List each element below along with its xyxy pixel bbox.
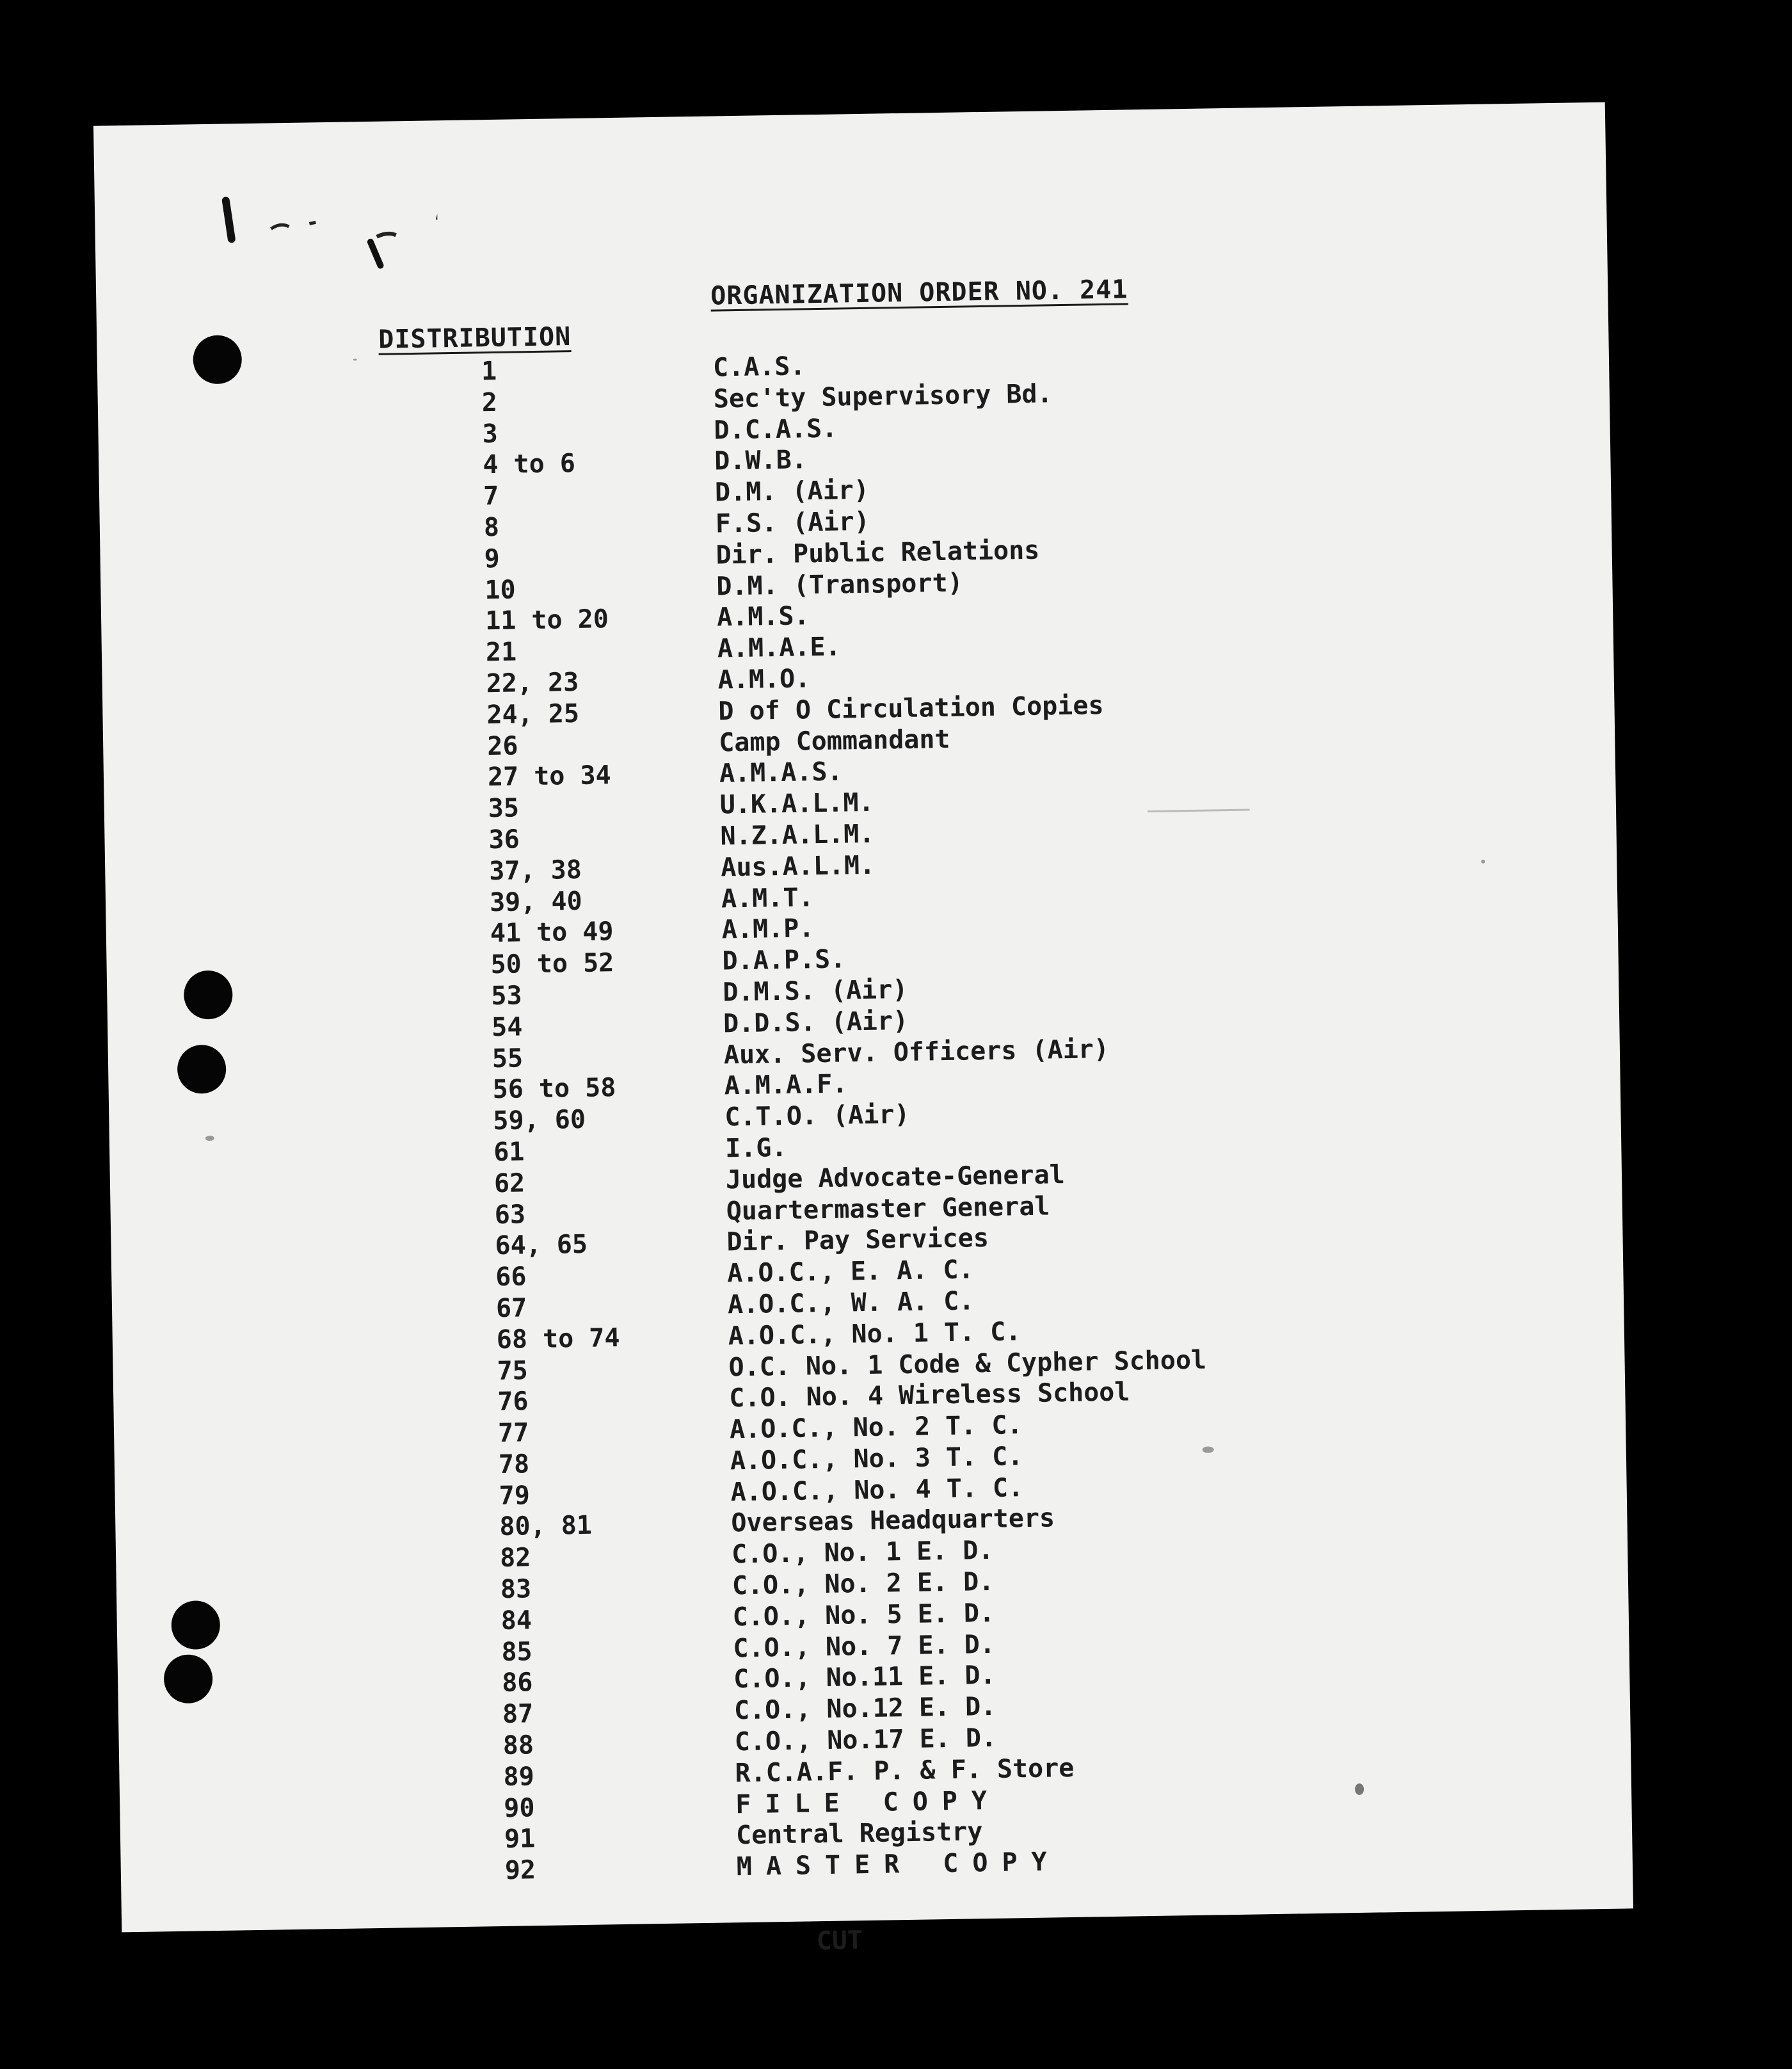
recipient: D.M.S. (Air): [723, 974, 908, 1008]
copy-number: 2: [481, 387, 498, 418]
recipient: C.O., No. 1 E. D.: [731, 1536, 994, 1570]
copy-number: 11 to 20: [484, 604, 609, 636]
copy-number: 26: [486, 730, 518, 761]
recipient: A.O.C., No. 2 T. C.: [729, 1410, 1023, 1445]
recipient: A.O.C., W. A. C.: [727, 1286, 975, 1320]
recipient: I.G.: [724, 1132, 787, 1164]
recipient: Camp Commandant: [718, 724, 950, 758]
recipient: A.M.S.: [716, 601, 810, 632]
recipient: C.O., No.17 E. D.: [734, 1723, 997, 1757]
copy-number: 79: [499, 1480, 531, 1511]
recipient: Sec'ty Supervisory Bd.: [713, 379, 1053, 414]
copy-number: 4 to 6: [483, 449, 576, 480]
copy-number: 59, 60: [493, 1104, 586, 1136]
recipient: D.M. (Transport): [716, 568, 964, 602]
copy-number: 85: [501, 1636, 533, 1667]
copy-number: 24, 25: [486, 698, 580, 730]
recipient: D.M. (Air): [714, 475, 870, 508]
copy-number: 68 to 74: [496, 1323, 620, 1355]
copy-number: 53: [491, 981, 522, 1011]
handwritten-mark: [220, 191, 438, 277]
recipient: U.K.A.L.M.: [719, 787, 874, 820]
copy-number: 21: [485, 637, 517, 668]
distribution-list: [97, 339, 1633, 1894]
copy-number: 9: [484, 543, 500, 574]
recipient: MASTER COPY: [736, 1847, 1062, 1882]
copy-number: 35: [488, 793, 520, 824]
copy-number: 56 to 58: [492, 1073, 616, 1105]
distribution-header: DISTRIBUTION: [378, 322, 572, 355]
copy-number: 3: [482, 419, 499, 449]
copy-number: 91: [504, 1824, 536, 1855]
copy-number: 78: [498, 1449, 530, 1479]
recipient: Judge Advocate-General: [725, 1159, 1066, 1195]
recipient: A.O.C., No. 1 T. C.: [728, 1316, 1021, 1351]
recipient: C.O. No. 4 Wireless School: [728, 1377, 1130, 1413]
recipient: D of O Circulation Copies: [718, 690, 1104, 727]
copy-number: 8: [483, 512, 500, 543]
recipient: C.O., No. 2 E. D.: [732, 1566, 995, 1601]
recipient: Quartermaster General: [726, 1191, 1050, 1226]
recipient: C.T.O. (Air): [724, 1100, 910, 1132]
copy-number: 87: [502, 1699, 534, 1730]
recipient: A.M.A.F.: [724, 1069, 848, 1101]
copy-number: 37, 38: [488, 855, 582, 886]
copy-number: 66: [495, 1262, 527, 1292]
copy-number: 54: [491, 1012, 523, 1042]
recipient: C.O., No.12 E. D.: [733, 1692, 996, 1726]
copy-number: 80, 81: [499, 1511, 593, 1542]
recipient: F.S. (Air): [715, 506, 870, 539]
copy-number: 62: [493, 1168, 525, 1198]
copy-number: 83: [500, 1574, 532, 1605]
copy-number: 61: [493, 1137, 525, 1168]
recipient: O.C. No. 1 Code & Cypher School: [728, 1345, 1207, 1382]
recipient: C.O., No.11 E. D.: [733, 1661, 996, 1695]
copy-number: 36: [488, 825, 520, 855]
copy-number: 7: [483, 481, 499, 511]
copy-number: 22, 23: [486, 667, 579, 699]
recipient: R.C.A.F. P. & F. Store: [735, 1753, 1075, 1789]
recipient: A.M.O.: [717, 664, 811, 695]
recipient: D.A.P.S.: [722, 944, 846, 976]
copy-number: 77: [497, 1418, 529, 1449]
document-title: ORGANIZATION ORDER NO. 241: [710, 275, 1128, 311]
recipient: A.O.C., No. 4 T. C.: [730, 1472, 1024, 1508]
copy-number: 82: [499, 1543, 531, 1574]
recipient: C.O., No. 7 E. D.: [733, 1629, 996, 1663]
paper-speck: [1481, 860, 1485, 864]
recipient: D.D.S. (Air): [723, 1006, 909, 1039]
recipient: Dir. Public Relations: [716, 535, 1040, 570]
recipient: N.Z.A.L.M.: [720, 819, 875, 851]
recipient: Dir. Pay Services: [726, 1223, 989, 1257]
recipient: Central Registry: [735, 1817, 983, 1851]
recipient: Aus.A.L.M.: [720, 850, 876, 883]
recipient: D.C.A.S.: [714, 414, 838, 446]
copy-number: 86: [501, 1668, 533, 1698]
footer-fragment: CUT: [816, 1926, 863, 1956]
copy-number: 55: [492, 1043, 524, 1074]
copy-number: 63: [494, 1199, 526, 1230]
recipient: A.O.C., No. 3 T. C.: [730, 1442, 1023, 1476]
copy-number: 67: [495, 1293, 527, 1323]
copy-number: 84: [500, 1606, 532, 1636]
recipient: C.A.S.: [712, 351, 806, 383]
copy-number: 41 to 49: [490, 917, 614, 949]
copy-number: 64, 65: [495, 1230, 588, 1261]
recipient: Overseas Headquarters: [731, 1503, 1055, 1538]
recipient: A.M.T.: [721, 882, 814, 914]
recipient: FILE COPY: [735, 1785, 1002, 1819]
copy-number: 50 to 52: [490, 948, 614, 980]
recipient: A.M.A.E.: [717, 632, 841, 664]
copy-number: 92: [504, 1855, 536, 1886]
copy-number: 1: [481, 356, 497, 387]
document-page: [93, 102, 1633, 1956]
recipient: A.O.C., E. A. C.: [726, 1255, 974, 1289]
copy-number: 39, 40: [489, 886, 582, 917]
copy-number: 10: [484, 575, 516, 605]
recipient: C.O., No. 5 E. D.: [732, 1598, 995, 1632]
recipient: Aux. Serv. Officers (Air): [723, 1034, 1110, 1070]
copy-number: 88: [502, 1730, 534, 1761]
recipient: A.M.A.S.: [719, 757, 843, 789]
recipient: D.W.B.: [714, 445, 808, 476]
copy-number: 75: [497, 1355, 529, 1386]
recipient: A.M.P.: [721, 914, 815, 945]
copy-number: 89: [503, 1762, 535, 1792]
copy-number: 76: [497, 1387, 529, 1417]
paper-speck: [1355, 1783, 1364, 1795]
copy-number: 90: [503, 1792, 535, 1823]
copy-number: 27 to 34: [487, 761, 612, 793]
